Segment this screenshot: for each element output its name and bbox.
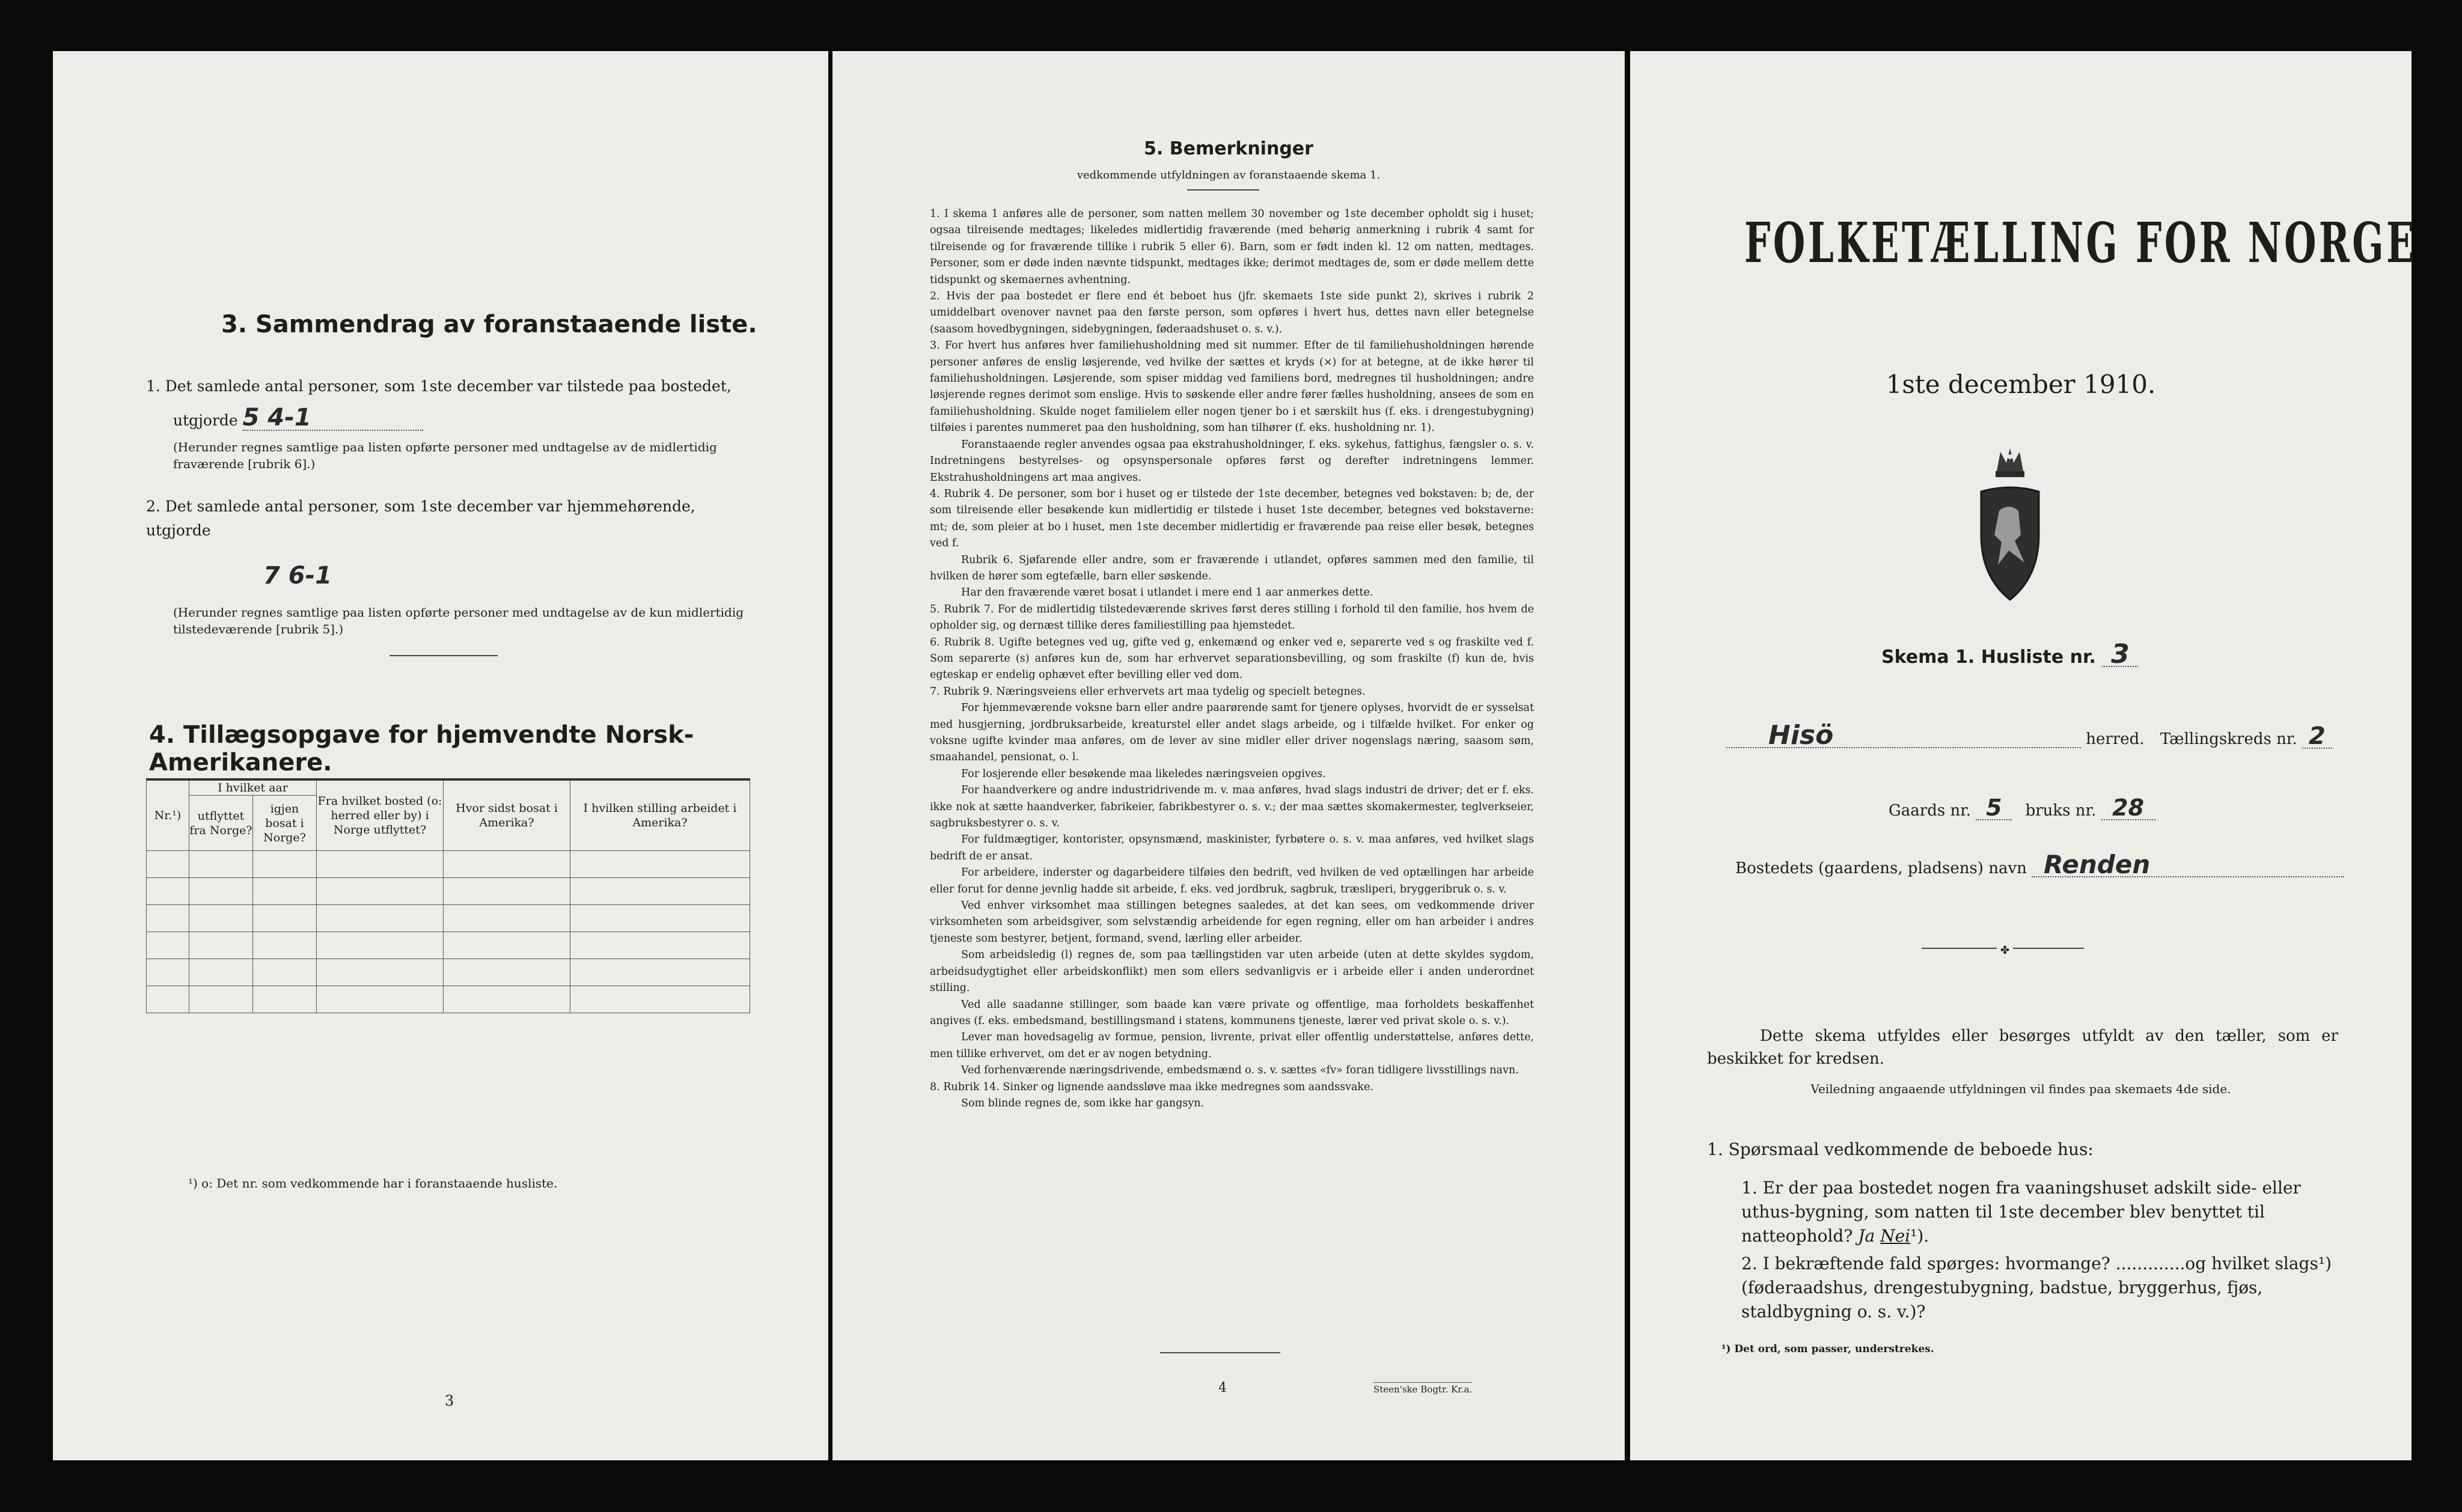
col-nr: Nr.¹) xyxy=(147,779,189,851)
bruks-value: 28 xyxy=(2101,796,2155,820)
table-footnote: ¹) o: Det nr. som vedkommende har i foranstaaende husliste. xyxy=(188,1176,558,1190)
remark-paragraph: Som blinde regnes de, som ikke har gangsyn. xyxy=(961,1097,1205,1109)
table-row xyxy=(147,932,750,959)
herred-line xyxy=(1726,720,2332,751)
skema-line xyxy=(1881,639,2138,669)
skema-label: Skema 1. Husliste nr. xyxy=(1881,647,2096,668)
question-1 xyxy=(1741,1176,2342,1248)
questions-header: 1. Spørsmaal vedkommende de beboede hus: xyxy=(1707,1139,2094,1159)
col-bosted: Fra hvilket bosted (o: herred eller by) i Norge utflyttet? xyxy=(317,779,444,851)
remark-paragraph: For hjemmeværende voksne barn eller andre paarørende samt for tjenere oplyses, hvorvidt de er sysselsat med husgjerning, jordbruksarbeide, kreaturstel eller andet slags arbeide, og i tilfælde hvilket. For enker og voksne ugifte kvinder maa anføres, om de lever av sine midler eller driver nogenslags næring, saasom søm, smaahandel, pensionat, o. l. xyxy=(930,702,1534,764)
answer-ja: Ja xyxy=(1858,1226,1875,1246)
remark-paragraph: 2. Hvis der paa bostedet er flere end ét beboet hus (jfr. skemaets 1ste side punkt 2), skrives i rubrik 2 umiddelbart ovenover navnet paa den første person, som opføres i hvert hus, dettes navn eller betegnelse (saasom hovedbygningen, sidebygningen, føderaadshuset o. s. v.). xyxy=(930,290,1534,335)
remarks-subtitle: vedkommende utfyldningen av foranstaaende skema 1. xyxy=(1077,169,1381,181)
remark-paragraph: 3. For hvert hus anføres hver familiehusholdning med sit nummer. Efter de til familiehusholdningen hørende personer anføres de enslig løsjerende, ved hvilke der sættes et kryds (×) for at betegne, at de ikke hører til familiehusholdningen. Løsjerende, som spiser middag ved familiens bord, medregnes til husholdningen; andre løsjerende regnes derimot som enslige. Hvis to søskende eller andre fører fælles husholdning, ansees de som en familiehusholdning. Skulde noget familielem eller nogen tjener bo i et særskilt hus (f. eks. i drengestubygning) tilføies i parentes nummeret paa den husholdning, som han tilhører (f. eks. husholdning nr. 1). xyxy=(930,340,1534,434)
answer-nei: Nei xyxy=(1880,1226,1911,1246)
form-date: 1ste december 1910. xyxy=(1886,370,2156,399)
remark-paragraph: For fuldmægtiger, kontorister, opsynsmænd, maskinister, fyrbøtere o. s. v. maa anføres, ved hvilket slags bedrift de er ansat. xyxy=(930,834,1534,862)
remark-paragraph: For haandverkere og andre industridrivende m. v. maa anføres, hvad slags industri de driver; det er f. eks. ikke nok at sætte haandverker, fabrikeier, fabrikbestyrer o. s. v.; der maa sættes skomakermester, teglverkseier, sagbruksbestyrer o. s. v. xyxy=(930,784,1534,830)
remark-paragraph: Har den fraværende været bosat i utlandet i mere end 1 aar anmerkes dette. xyxy=(961,587,1373,599)
form-title: FOLKETÆLLING FOR NORGE xyxy=(1744,210,2418,275)
page-middle xyxy=(832,51,1625,1460)
col-utflyttet: utflyttet fra Norge? xyxy=(189,796,253,851)
remark-paragraph: Ved alle saadanne stillinger, som baade kan være private og offentlige, maa forholdets beskaffenhet angives (f. eks. embedsmand, bestillingsmand i statens, kommunens tjeneste, lærer ved privat skole o. s. v.). xyxy=(930,998,1534,1027)
answer-sup: ¹). xyxy=(1910,1226,1929,1246)
bosted-line xyxy=(1735,850,2344,880)
remark-paragraph: Ved enhver virksomhet maa stillingen betegnes saaledes, at det kan sees, om vedkommende driver virksomheten som arbeidsgiver, som selvstændig arbeidende for egen regning, eller om han arbeider i andres tjeneste som bestyrer, betjent, formand, svend, lærling eller arbeider. xyxy=(930,900,1534,945)
remark-paragraph: For losjerende eller besøkende maa likeledes næringsveien opgives. xyxy=(961,767,1326,780)
remark-paragraph: 6. Rubrik 8. Ugifte betegnes ved ug, gifte ved g, enkemænd og enker ved e, separerte ved s og fraskilte ved f. Som separerte (s) anføres kun de, som har erhvervet separationsbevilling, og som fraskilte (f) kun de, hvis egteskap er endelig ophævet efter bevilling eller ved dom. xyxy=(930,636,1534,681)
remark-paragraph: 1. I skema 1 anføres alle de personer, som natten mellem 30 november og 1ste december opholdt sig i huset; ogsaa tilreisende medtages; likeledes midlertidig fraværende (med behørig anmerkning i rubrik 4 samt for tilreisende og for fraværende tillike i rubrik 5 eller 6). Barn, som er født inden kl. 12 om natten, medtages. Personer, som er døde inden nævnte tidspunkt, medtages ikke; derimot medtages de, som er døde mellem dette tidspunkt og skemaernes avhentning. xyxy=(930,208,1534,286)
page-number: 4 xyxy=(1218,1380,1227,1395)
item2-text: 2. Det samlede antal personer, som 1ste december var hjemmehørende, utgjorde xyxy=(146,498,695,539)
section3-title: 3. Sammendrag av foranstaaende liste. xyxy=(221,311,757,338)
table-row xyxy=(147,959,750,986)
question-2: 2. I bekræftende fald spørges: hvormange? .............og hvilket slags¹) (føderaadshus, drengestubygning, badstue, bryggerhus, fjøs, staldbygning o. s. v.)? xyxy=(1741,1254,2332,1321)
table-row xyxy=(147,851,750,878)
table-row xyxy=(147,905,750,932)
printer-mark: Steen'ske Bogtr. Kr.a. xyxy=(1373,1382,1472,1395)
page-number: 3 xyxy=(445,1392,454,1409)
section4-title: 4. Tillægsopgave for hjemvendte Norsk-Amerikanere. xyxy=(149,721,694,776)
gaards-label: Gaards nr. xyxy=(1889,802,1972,820)
footnote: ¹) Det ord, som passer, understrekes. xyxy=(1721,1343,1934,1355)
kreds-value: 2 xyxy=(2302,725,2332,749)
gaards-value: 5 xyxy=(1976,796,2012,820)
divider xyxy=(1187,189,1259,191)
remark-paragraph: 8. Rubrik 14. Sinker og lignende aandssløve maa ikke medregnes som aandssvake. xyxy=(930,1081,1373,1093)
remark-paragraph: Ved forhenværende næringsdrivende, embedsmænd o. s. v. sættes «fv» foran tidligere livsstillings navn. xyxy=(961,1064,1519,1077)
bosted-value: Renden xyxy=(2032,853,2344,877)
remark-paragraph: 4. Rubrik 4. De personer, som bor i huset og er tilstede der 1ste december, betegnes ved bokstaven: b; de, der som tilreisende eller besøkende kun midlertidig er tilstede i huset 1ste december, betegnes ved bokstaverne: mt; de, som pleier at bo i huset, men 1ste december midlertidig er fraværende paa reise eller besøk, betegnes ved f. xyxy=(930,487,1534,550)
remark-paragraph: 7. Rubrik 9. Næringsveiens eller erhvervets art maa tydelig og specielt betegnes. xyxy=(930,685,1366,698)
remark-paragraph: Rubrik 6. Sjøfarende eller andre, som er fraværende i utlandet, opføres sammen med den familie, til hvilken de hører som egtefælle, barn eller søskende. xyxy=(930,553,1534,582)
page-left xyxy=(53,51,828,1460)
coat-of-arms-icon xyxy=(1973,445,2047,602)
col-group: I hvilket aar xyxy=(189,779,317,796)
ornament-icon: ✤ xyxy=(1997,944,2013,957)
divider xyxy=(1160,1352,1280,1353)
herred-value: Hisö xyxy=(1726,724,2081,748)
remark-paragraph: 5. Rubrik 7. For de midlertidig tilstedeværende skrives først deres stilling i forhold til den familie, hos hvem de opholder sig, og dernæst tillike deres familiestilling paa hjemstedet. xyxy=(930,603,1534,632)
item2-value: 7 6-1 xyxy=(263,562,332,590)
item1-row xyxy=(173,406,423,433)
remark-paragraph: Lever man hovedsagelig av formue, pension, livrente, privat eller offentlig understøttelse, anføres dette, men tillike erhvervet, om det er av nogen betydning. xyxy=(930,1031,1534,1060)
item1-text: 1. Det samlede antal personer, som 1ste december var tilstede paa bostedet, xyxy=(146,377,732,395)
remark-paragraph: Foranstaaende regler anvendes ogsaa paa ekstrahusholdninger, f. eks. sykehus, fattighus, fængsler o. s. v. Indretningens bestyrelses- og opsynspersonale opføres først og derefter indretningens lemmer. Ekstrahusholdningens art maa angives. xyxy=(930,438,1534,484)
item2-note: (Herunder regnes samtlige paa listen opførte personer med undtagelse av de kun midlertidig tilstedeværende [rubrik 5].) xyxy=(173,605,744,636)
remarks-body xyxy=(930,206,1534,1112)
remark-paragraph: For arbeidere, inderster og dagarbeidere tilføies den bedrift, ved hvilken de ved optællingen har arbeide eller forut for denne jevnlig hadde sit arbeide, f. eks. ved jordbruk, sagbruk, træsliperi, bryggeribruk o. s. v. xyxy=(930,867,1534,895)
kreds-label: Tællingskreds nr. xyxy=(2160,730,2297,748)
table-row xyxy=(147,878,750,905)
remark-paragraph: Som arbeidsledig (l) regnes de, som paa tællingstiden var uten arbeide (uten at dette skyldes sygdom, arbeidsudygtighet eller arbeidskonflikt) men som ellers sedvanligvis er i arbeide eller i anden underordnet stilling. xyxy=(930,949,1534,995)
col-stilling: I hvilken stilling arbeidet i Amerika? xyxy=(570,779,750,851)
instruction: Dette skema utfyldes eller besørges utfyldt av den tæller, som er beskikket for kredsen. xyxy=(1707,1027,2338,1068)
remarks-title: 5. Bemerkninger xyxy=(1144,138,1313,159)
bruks-label: bruks nr. xyxy=(2025,802,2097,820)
divider xyxy=(389,655,498,656)
question-1-text: 1. Er der paa bostedet nogen fra vaaningshuset adskilt side- eller uthus-bygning, som natten til 1ste december blev benyttet til natteophold? xyxy=(1741,1178,2301,1246)
item1-note: (Herunder regnes samtlige paa listen opførte personer med undtagelse av de midlertidig fraværende [rubrik 6].) xyxy=(173,440,717,471)
gaards-line xyxy=(1889,796,2155,822)
veiledning: Veiledning angaaende utfyldningen vil findes paa skemaets 4de side. xyxy=(1810,1082,2231,1096)
herred-label: herred. xyxy=(2086,730,2145,748)
page-right xyxy=(1630,51,2418,1460)
col-amerika: Hvor sidst bosat i Amerika? xyxy=(444,779,570,851)
husliste-nr: 3 xyxy=(2102,643,2138,667)
table-row xyxy=(147,986,750,1013)
col-bosat: igjen bosat i Norge? xyxy=(253,796,317,851)
bosted-label: Bostedets (gaardens, pladsens) navn xyxy=(1735,859,2027,877)
item1-label: utgjorde xyxy=(173,412,238,429)
item1-value: 5 4-1 xyxy=(243,406,423,431)
norsk-amerikanere-table xyxy=(146,778,750,1013)
